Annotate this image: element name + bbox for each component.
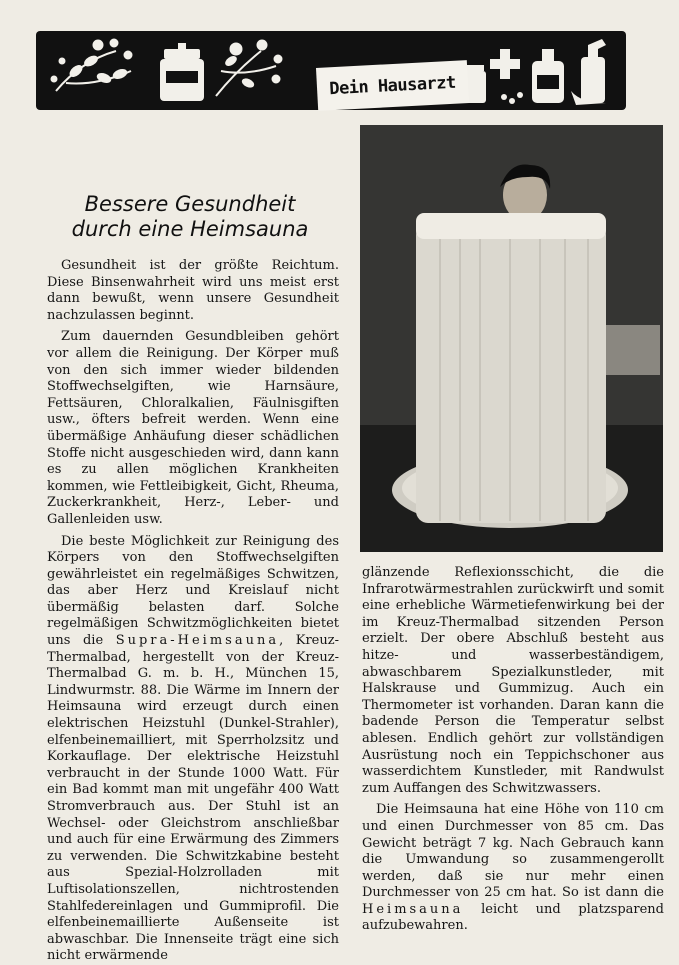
brand-name-supra: Supra-Heimsauna — [115, 633, 280, 649]
paragraph-3-text-b: , Kreuz-Thermalbad, hergestellt von der Kreuz-Thermalbad G. m. b. H., München 15, Lindwurmstr. 88. Die Wärme im Innern der Heimsauna wird erzeugt durch einen elektrischen Heizstuhl (Dunkel-Strahler), elfenbeinemailliert, mit Sperrholzsitz und Korkauflage. Der elektrische Heizstuhl verbraucht in der Stunde 1000 Watt. Für ein Bad kommt man mit ungefähr 400 Watt Stromverbrauch aus. Der Stuhl ist an Wechsel- oder Gleichstrom anschließbar und auch für eine Erwärmung des Zimmers zu verwenden. Die Schwitzkabine besteht aus Spezial-Holzrolladen mit Luftisolationszellen, nichtrostenden Stahlfedereinlagen und Gummiprofil. Die elfenbeinemaillierte Außenseite ist abwaschbar. Die Innenseite trägt eine sich nicht erwärmende — [47, 633, 339, 964]
paragraph-4-text-a: Die Heimsauna hat eine Höhe von 110 cm und einen Durchmesser von 85 cm. Das Gewicht beträgt 7 kg. Nach Gebrauch kann die Umwandung so zusammengerollt werden, daß sie nur mehr einen Durchmesser von 25 cm hat. So ist dann die — [362, 802, 664, 901]
paragraph-3-text-a: Die beste Möglichkeit zur Reinigung des Körpers von den Stoffwechselgiften gewährleistet ein regelmäßiges Schwitzen, das aber Herz und Kreislauf nicht übermäßig belasten darf. Solche regelmäßigen Schwitzmöglichkeiten bietet uns die — [47, 533, 339, 649]
heimsauna-photo — [360, 125, 663, 552]
leaf-ornament-icon — [51, 39, 132, 91]
title-line-2: durch eine Heimsauna — [71, 217, 309, 241]
flower-ornament-icon — [216, 40, 282, 96]
article-column-left — [47, 258, 339, 965]
paragraph-4-text-b: leicht und platzsparend aufzubewahren. — [362, 901, 664, 934]
banner-title: Dein Hausarzt — [316, 60, 469, 111]
paragraph-3-continued: glänzende Reflexionsschicht, die die Infrarotwärmestrahlen zurückwirft und somit eine erhebliche Wärmetiefenwirkung bei der im Kreuz-Thermalbad sitzenden Person erzielt. Der obere Abschluß besteht aus hitze- und wasserbeständigem, abwaschbarem Spezialkunstleder, mit Halskrause und Gummizug. Auch ein Thermometer ist vorhanden. Daran kann die badende Person die Temperatur selbst ablesen. Endlich gehört zur vollständigen Ausrüstung noch ein Teppichschoner aus wasserdichtem Kunstleder, mit Randwulst zum Auffangen des Schwitzwassers. — [362, 565, 664, 796]
cross-icon — [490, 49, 520, 79]
article-column-right — [362, 565, 664, 935]
header-banner — [36, 31, 626, 110]
paragraph-4 — [362, 802, 664, 935]
jar-icon — [160, 43, 204, 101]
article-title — [60, 192, 320, 242]
sauna-cabin-illustration — [360, 125, 663, 552]
paragraph-1: Gesundheit ist der größte Reichtum. Diese Binsenwahrheit wird uns meist erst dann bewußt, wenn unsere Gesundheit nachzulassen beginnt. — [47, 258, 339, 323]
paragraph-3 — [47, 534, 339, 965]
brand-name-heimsauna: Heimsauna — [362, 901, 464, 917]
medicine-bottle-icon — [532, 49, 564, 103]
title-line-1: Bessere Gesundheit — [84, 192, 296, 216]
spray-bottle-icon — [571, 39, 606, 105]
paragraph-2: Zum dauernden Gesundbleiben gehört vor allem die Reinigung. Der Körper muß von den sich immer wieder bildenden Stoffwechselgiften, wie Harnsäure, Fettsäuren, Chloralkalien, Fäulnisgiften usw., öfters befreit werden. Wenn eine übermäßige Anhäufung dieser schädlichen Stoffe nicht ausgeschieden wird, dann kann es zu allen möglichen Krankheiten kommen, wie Fettleibigkeit, Gicht, Rheuma, Zuckerkrankheit, Herz-, Leber- und Gallenleiden usw. — [47, 329, 339, 527]
